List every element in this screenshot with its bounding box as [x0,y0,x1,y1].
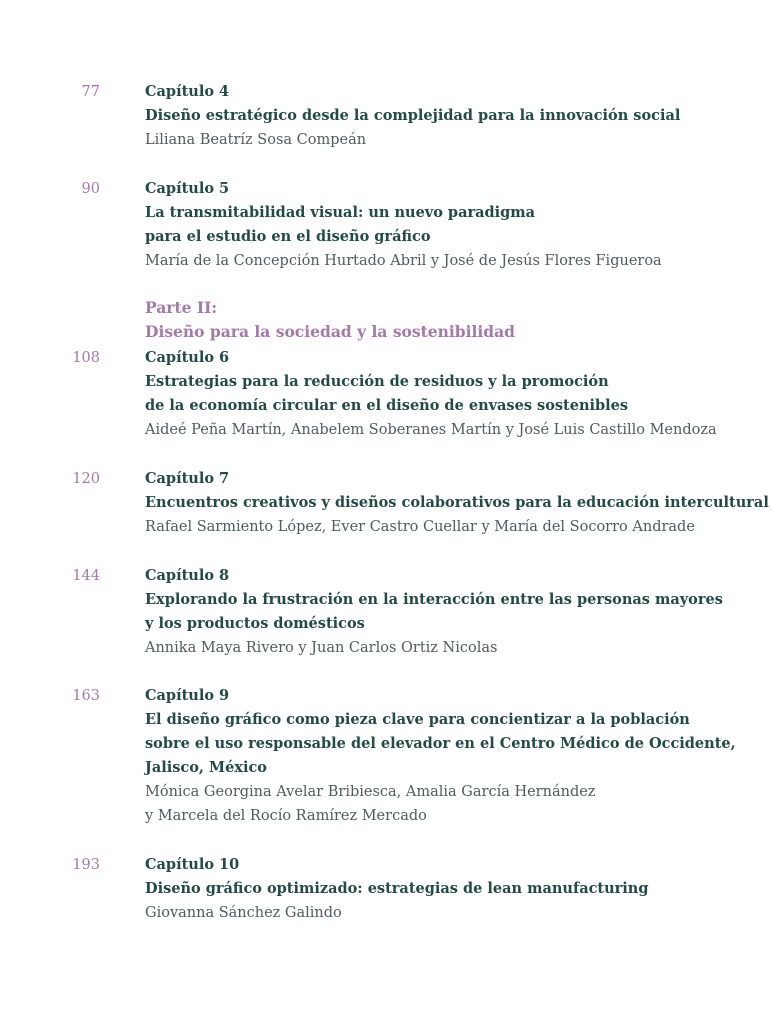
chapter-title: Explorando la frustración en la interacción entre las personas mayores [145,591,723,608]
chapter-title: La transmitabilidad visual: un nuevo paradigma [145,204,536,221]
page-number: 77 [81,84,100,100]
chapter-title: El diseño gráfico como pieza clave para concientizar a la población [145,711,690,728]
chapter-authors: Annika Maya Rivero y Juan Carlos Ortiz Nicolas [145,640,498,656]
toc-entry-chapter-7[interactable] [145,467,769,539]
chapter-authors: Mónica Georgina Avelar Bribiesca, Amalia García Hernández [145,784,596,800]
page-number: 144 [72,568,100,584]
toc-entry-chapter-9[interactable] [145,684,765,828]
chapter-authors: y Marcela del Rocío Ramírez Mercado [145,808,427,824]
page-number: 120 [72,471,100,487]
chapter-authors: Aideé Peña Martín, Anabelem Soberanes Martín y José Luis Castillo Mendoza [145,422,717,438]
chapter-title: Estrategias para la reducción de residuos y la promoción [145,373,609,390]
chapter-title: de la economía circular en el diseño de envases sostenibles [145,397,629,414]
part-heading [145,296,745,344]
chapter-label: Capítulo 9 [145,687,230,704]
chapter-authors: Giovanna Sánchez Galindo [145,905,342,921]
part-label: Parte II: [145,298,218,317]
chapter-title: y los productos domésticos [145,615,365,632]
chapter-label: Capítulo 6 [145,349,230,366]
chapter-title: para el estudio en el diseño gráfico [145,228,431,245]
chapter-title: Diseño estratégico desde la complejidad para la innovación social [145,107,681,124]
part-title: Diseño para la sociedad y la sostenibilidad [145,322,516,341]
toc-entry-chapter-5[interactable] [145,177,765,273]
chapter-authors: Liliana Beatríz Sosa Compeán [145,132,367,148]
chapter-title: sobre el uso responsable del elevador en el Centro Médico de Occidente, [145,735,736,752]
chapter-title: Encuentros creativos y diseños colaborativos para la educación intercultural [145,494,769,511]
page-number: 90 [81,181,100,197]
toc-entry-chapter-8[interactable] [145,564,765,660]
chapter-label: Capítulo 8 [145,567,230,584]
toc-entry-chapter-10[interactable] [145,853,765,925]
chapter-authors: María de la Concepción Hurtado Abril y José de Jesús Flores Figueroa [145,253,662,269]
page-number: 163 [72,688,100,704]
chapter-label: Capítulo 10 [145,856,240,873]
toc-entry-chapter-4[interactable] [145,80,765,152]
chapter-label: Capítulo 5 [145,180,230,197]
chapter-label: Capítulo 7 [145,470,230,487]
toc-entry-chapter-6[interactable] [145,346,765,442]
page-number: 193 [72,857,100,873]
page-number: 108 [72,350,100,366]
chapter-title: Jalisco, México [145,759,267,776]
chapter-title: Diseño gráfico optimizado: estrategias de lean manufacturing [145,880,649,897]
chapter-label: Capítulo 4 [145,83,230,100]
chapter-authors: Rafael Sarmiento López, Ever Castro Cuellar y María del Socorro Andrade [145,519,695,535]
